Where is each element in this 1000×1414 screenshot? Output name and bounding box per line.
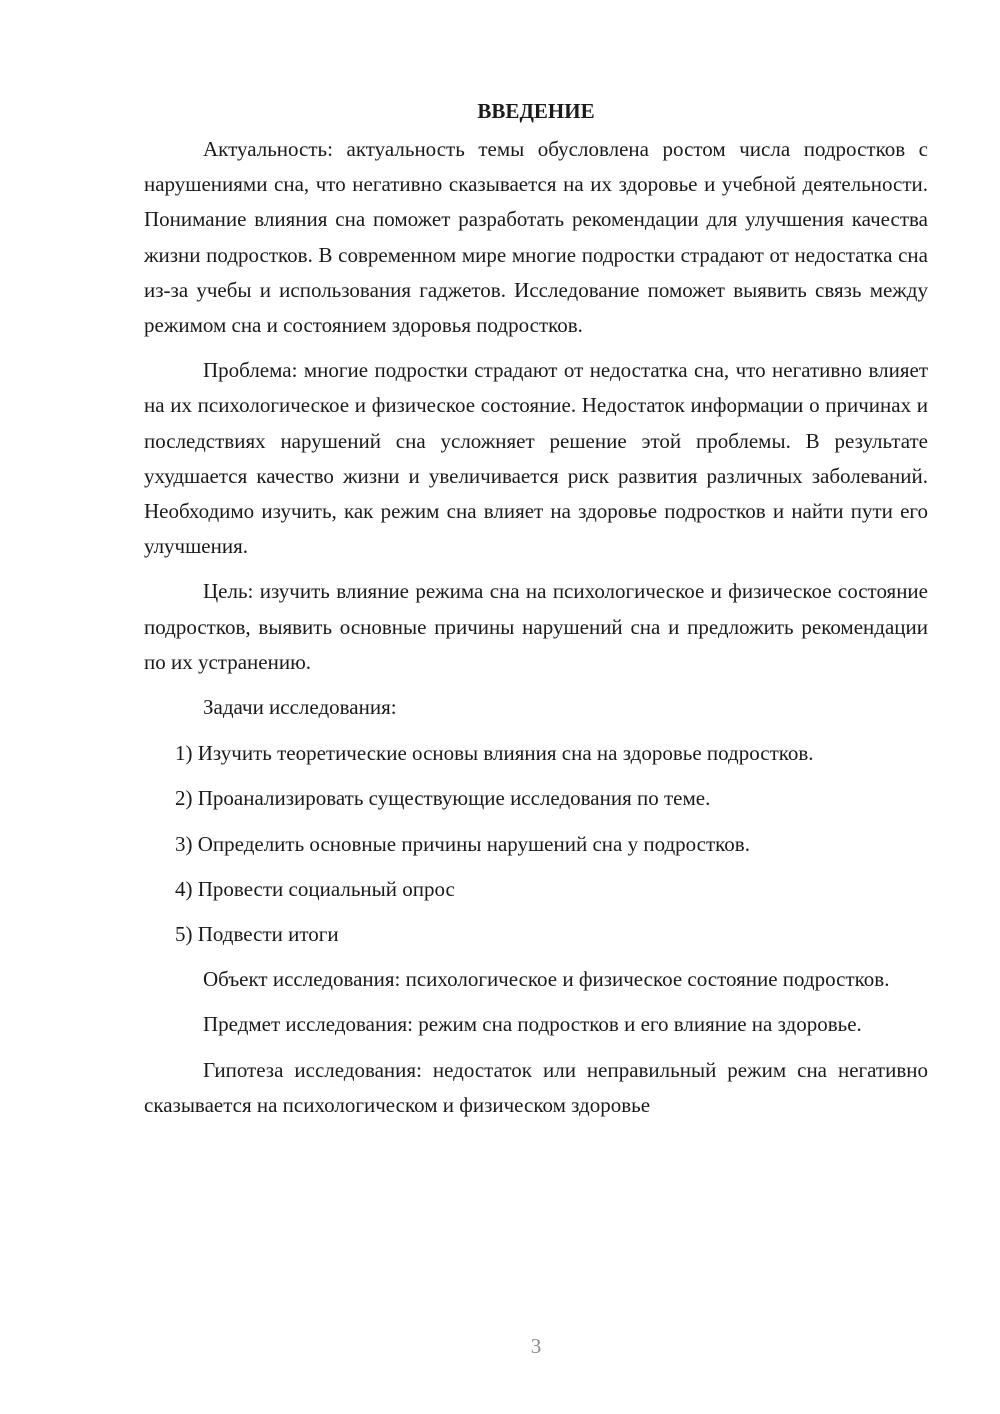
tasks-heading: Задачи исследования: <box>203 695 397 720</box>
paragraph-relevance: Актуальность: актуальность темы обусловлена ростом числа подростков с нарушениями сна, что негативно сказывается на их здоровье и учебной деятельности. Понимание влияния сна поможет разработать рекомендации для улучшения качества жизни подростков. В современном мире многие подростки страдают от недостатка сна из-за учебы и использования гаджетов. Исследование поможет выявить связь между режимом сна и состоянием здоровья подростков. <box>144 137 928 338</box>
paragraph-object: Объект исследования: психологическое и физическое состояние подростков. <box>203 967 890 992</box>
task-item-3: 3) Определить основные причины нарушений сна у подростков. <box>175 831 750 856</box>
task-item-5: 5) Подвести итоги <box>175 922 339 947</box>
section-title: ВВЕДЕНИЕ <box>477 99 595 123</box>
paragraph-hypothesis: Гипотеза исследования: недостаток или неправильный режим сна негативно сказывается на психологическом и физическом здоровье <box>144 1057 928 1117</box>
paragraph-subject: Предмет исследования: режим сна подростков и его влияние на здоровье. <box>203 1012 862 1037</box>
document-page <box>144 96 928 1123</box>
task-item-1: 1) Изучить теоретические основы влияния сна на здоровье подростков. <box>175 741 814 766</box>
page-number: 3 <box>530 1334 542 1358</box>
task-item-4: 4) Провести социальный опрос <box>175 876 455 901</box>
task-item-2: 2) Проанализировать существующие исследования по теме. <box>175 786 711 811</box>
paragraph-problem: Проблема: многие подростки страдают от недостатка сна, что негативно влияет на их психологическое и физическое состояние. Недостаток информации о причинах и последствиях нарушений сна усложняет решение этой проблемы. В результате ухудшается качество жизни и увеличивается риск развития различных заболеваний. Необходимо изучить, как режим сна влияет на здоровье подростков и найти пути его улучшения. <box>144 358 928 559</box>
paragraph-goal: Цель: изучить влияние режима сна на психологическое и физическое состояние подростков, выявить основные причины нарушений сна и предложить рекомендации по их устранению. <box>144 579 928 674</box>
